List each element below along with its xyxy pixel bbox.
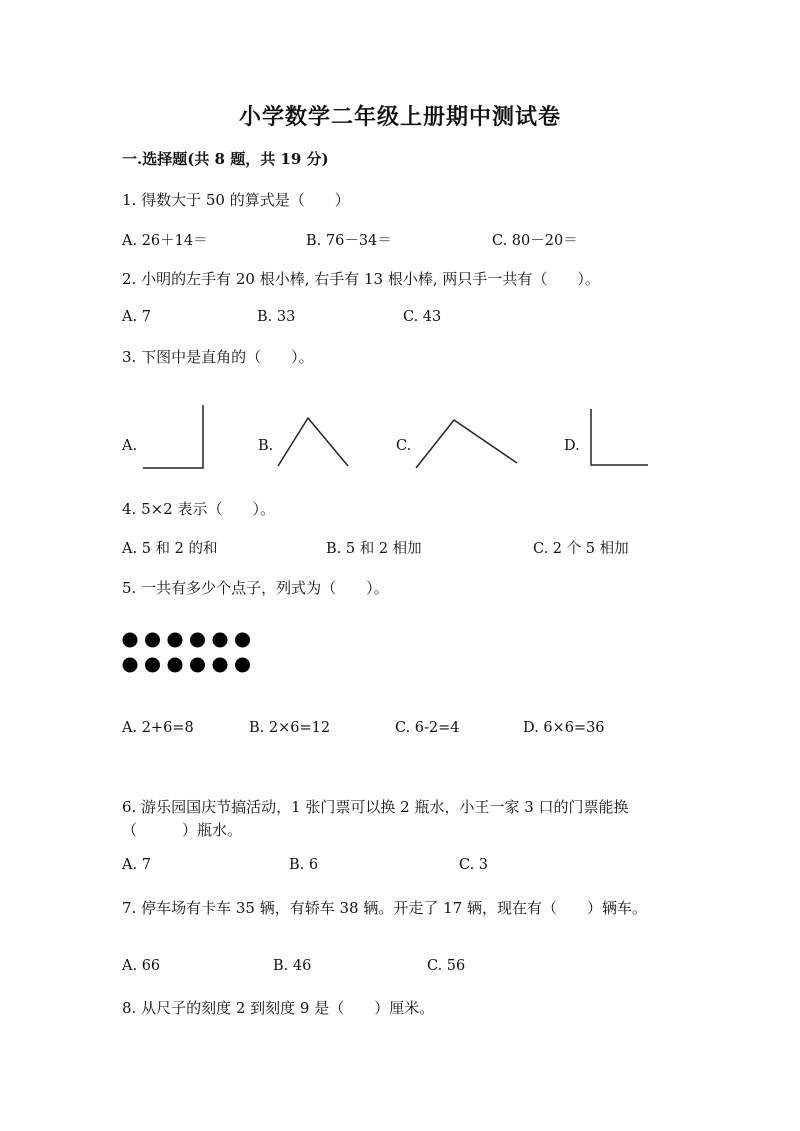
question-4-stem: 4. 5×2 表示（ ）。 xyxy=(122,500,276,518)
question-4-option-c: C. 2 个 5 相加 xyxy=(533,541,629,557)
question-7-option-c: C. 56 xyxy=(427,958,466,974)
page-title: 小学数学二年级上册期中测试卷 xyxy=(238,104,561,130)
question-5-option-b: B. 2×6=12 xyxy=(249,720,331,736)
question-2-option-b: B. 33 xyxy=(257,309,296,325)
dot xyxy=(168,633,183,648)
question-8-stem: 8. 从尺子的刻度 2 到刻度 9 是（ ）厘米。 xyxy=(122,999,435,1017)
angle-figure-a xyxy=(140,405,206,471)
question-6-stem-line1: 6. 游乐园国庆节搞活动，1 张门票可以换 2 瓶水，小王一家 3 口的门票能换 xyxy=(122,798,629,816)
question-6-stem-line2: （ ）瓶水。 xyxy=(122,821,243,839)
dot xyxy=(123,658,138,673)
question-6-option-b: B. 6 xyxy=(289,857,319,873)
dot xyxy=(168,658,183,673)
question-2-stem: 2. 小明的左手有 20 根小棒, 右手有 13 根小棒, 两只手一共有（ ）。 xyxy=(122,270,600,288)
question-5-option-d: D. 6×6=36 xyxy=(523,720,605,736)
dot xyxy=(213,633,228,648)
angle-figure-c xyxy=(414,418,520,470)
dot xyxy=(190,658,205,673)
question-4-option-a: A. 5 和 2 的和 xyxy=(122,541,218,557)
question-1-stem: 1. 得数大于 50 的算式是（ ） xyxy=(122,191,350,209)
question-3-stem: 3. 下图中是直角的（ ）。 xyxy=(122,348,314,366)
question-2-option-a: A. 7 xyxy=(122,309,151,325)
angle-figure-b xyxy=(276,416,352,468)
question-6-option-a: A. 7 xyxy=(122,857,151,873)
question-4-option-b: B. 5 和 2 相加 xyxy=(326,541,422,557)
dot xyxy=(145,633,160,648)
question-2-option-c: C. 43 xyxy=(403,309,442,325)
question-5-option-c: C. 6-2=4 xyxy=(395,720,460,736)
section-heading: 一.选择题(共 8 题，共 19 分) xyxy=(122,150,329,168)
question-3-option-c: C. xyxy=(396,438,412,454)
question-1-option-a: A. 26＋14＝ xyxy=(122,233,208,249)
question-7-option-a: A. 66 xyxy=(122,958,161,974)
dot xyxy=(145,658,160,673)
question-3-option-d: D. xyxy=(564,438,580,454)
question-3-option-b: B. xyxy=(258,438,274,454)
angle-figure-d xyxy=(588,409,652,469)
dot-grid xyxy=(122,632,252,676)
dot xyxy=(235,658,250,673)
question-1-option-b: B. 76－34＝ xyxy=(306,233,392,249)
question-5-option-a: A. 2+6=8 xyxy=(122,720,194,736)
question-7-option-b: B. 46 xyxy=(273,958,312,974)
dot xyxy=(123,633,138,648)
question-1-option-c: C. 80－20＝ xyxy=(492,233,578,249)
dot xyxy=(190,633,205,648)
question-6-option-c: C. 3 xyxy=(459,857,489,873)
dot xyxy=(235,633,250,648)
question-5-stem: 5. 一共有多少个点子，列式为（ ）。 xyxy=(122,579,389,597)
question-7-stem: 7. 停车场有卡车 35 辆，有轿车 38 辆。开走了 17 辆，现在有（ ）辆车。 xyxy=(122,899,647,917)
dot xyxy=(213,658,228,673)
question-3-option-a: A. xyxy=(122,438,138,454)
